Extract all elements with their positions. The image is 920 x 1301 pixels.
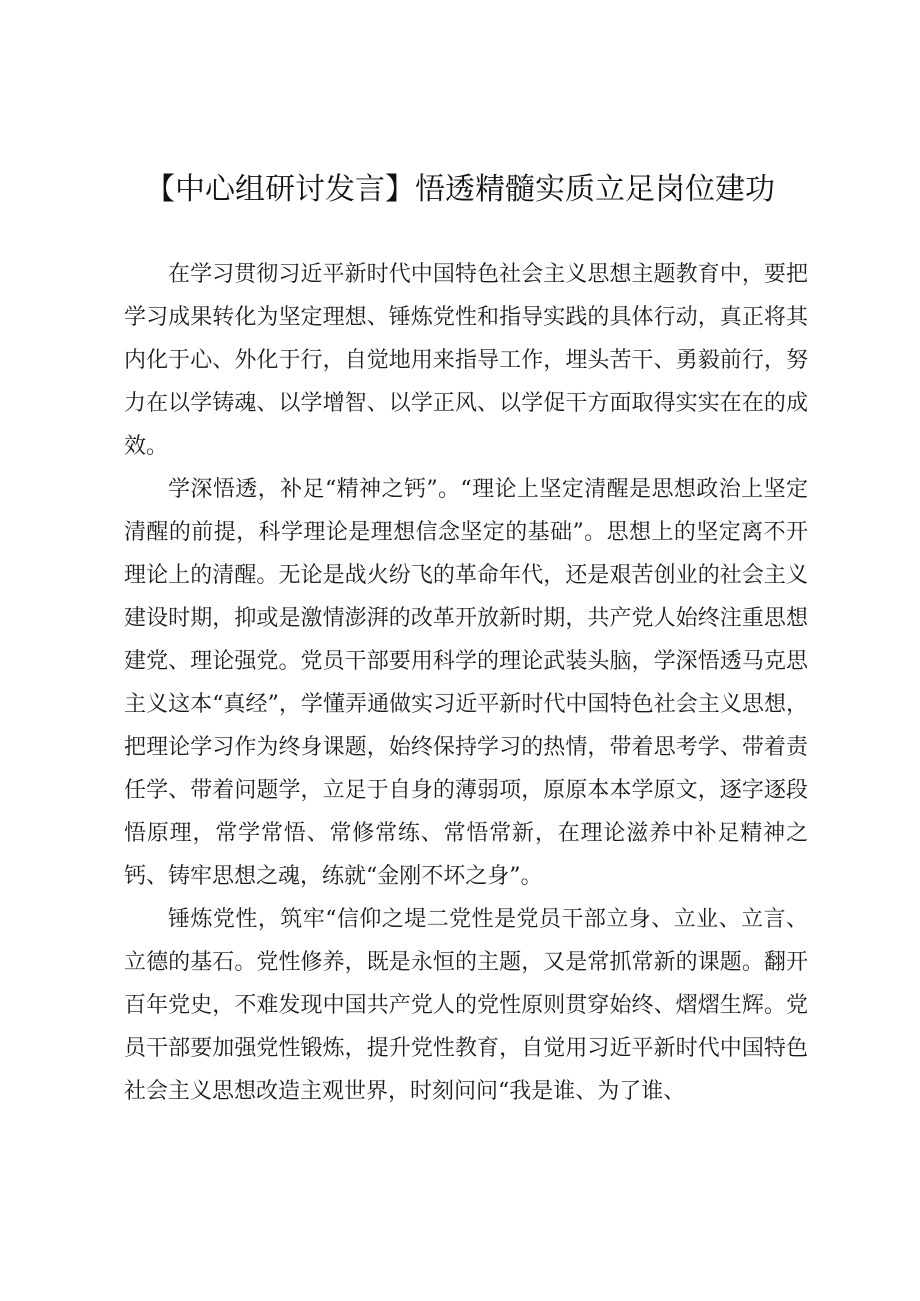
document-body [124, 253, 808, 1113]
paragraph-intro: 在学习贯彻习近平新时代中国特色社会主义思想主题教育中，要把学习成果转化为坚定理想、锤炼党性和指导实践的具体行动，真正将其内化于心、外化于行，自觉地用来指导工作，埋头苦干、勇毅前行，努力在以学铸魂、以学增智、以学正风、以学促干方面取得实实在在的成效。 [124, 262, 808, 459]
paragraph-party-spirit: 锤炼党性，筑牢“信仰之堤二党性是党员干部立身、立业、立言、立德的基石。党性修养，既是永恒的主题，又是常抓常新的课题。翻开百年党史，不难发现中国共产党人的党性原则贯穿始终、熠熠生辉。党员干部要加强党性锻炼，提升党性教育，自觉用习近平新时代中国特色社会主义思想改造主观世界，时刻问问“我是谁、为了谁、 [124, 907, 808, 1104]
paragraph-theory-study: 学深悟透，补足“精神之钙”。“理论上坚定清醒是思想政治上坚定清醒的前提，科学理论是理想信念坚定的基础”。思想上的坚定离不开理论上的清醒。无论是战火纷飞的革命年代，还是艰苦创业的社会主义建设时期，抑或是激情澎湃的改革开放新时期，共产党人始终注重思想建党、理论强党。党员干部要用科学的理论武装头脑，学深悟透马克思主义这本“真经”，学懂弄通做实习近平新时代中国特色社会主义思想，把理论学习作为终身课题，始终保持学习的热情，带着思考学、带着责任学、带着问题学，立足于自身的薄弱项，原原本本学原文，逐字逐段悟原理，常学常悟、常修常练、常悟常新，在理论滋养中补足精神之钙、铸牢思想之魂，练就“金刚不坏之身”。 [124, 477, 808, 889]
document-title: 【中心组研讨发言】悟透精髓实质立足岗位建功 [145, 172, 775, 207]
